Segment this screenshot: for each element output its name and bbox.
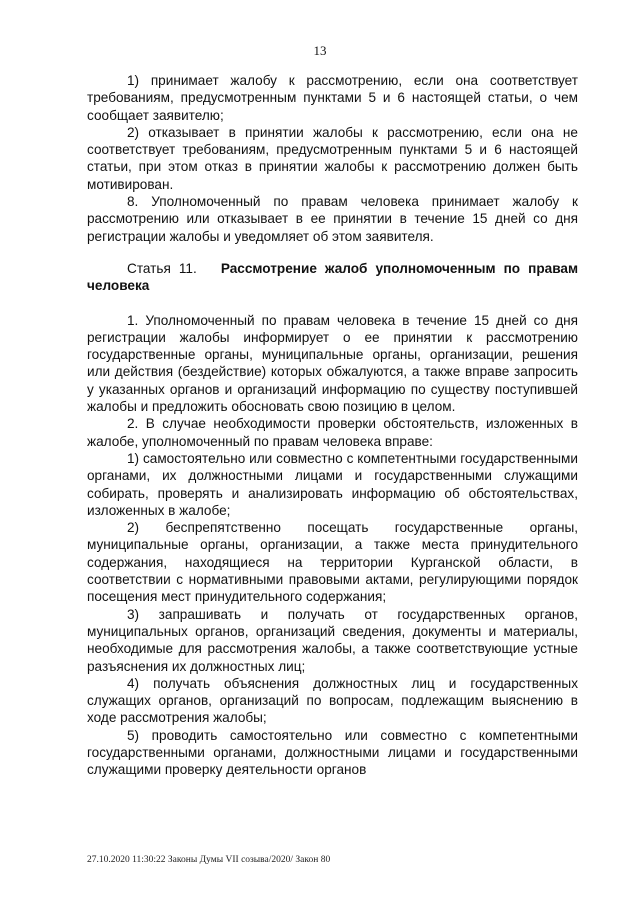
paragraph: 5) проводить самостоятельно или совместно с компетентными государственными органами, должностными лицами и государственными служащими проверку деятельности органов: [87, 727, 578, 778]
article-number: Статья 11.: [127, 260, 197, 276]
paragraph: 1) принимает жалобу к рассмотрению, если она соответствует требованиям, предусмотренным пунктами 5 и 6 настоящей статьи, о чем сообщает заявителю;: [87, 73, 578, 123]
paragraph: 1) самостоятельно или совместно с компетентными государственными органами, их должностными лицами и государственными служащими собирать, проверять и анализировать информацию об обстоятельствах, изложенных в жалобе;: [87, 450, 578, 518]
article-title: Рассмотрение жалоб уполномоченным по правам человека: [87, 260, 578, 294]
footer-stamp: 27.10.2020 11:30:22 Законы Думы VII созыва/2020/ Закон 80: [87, 855, 331, 865]
document-body: [87, 72, 578, 779]
paragraph: 8. Уполномоченный по правам человека принимает жалобу к рассмотрению или отказывает в ее принятии в течение 15 дней со дня регистрации жалобы и уведомляет об этом заявителя.: [87, 194, 578, 244]
paragraph: 1. Уполномоченный по правам человека в течение 15 дней со дня регистрации жалобы информирует о ее принятии к рассмотрению государственные органы, муниципальные органы, организации, решения или действия (бездействие) которых обжалуются, а также вправе запросить у указанных органов и организаций информацию по существу поступившей жалобы и предложить обосновать свою позицию в целом.: [87, 312, 578, 415]
paragraph: 2. В случае необходимости проверки обстоятельств, изложенных в жалобе, уполномоченный по правам человека вправе:: [87, 416, 578, 449]
paragraph: 4) получать объяснения должностных лиц и государственных служащих органов, организаций по вопросам, подлежащим выяснению в ходе рассмотрения жалобы;: [87, 675, 578, 726]
paragraph: 3) запрашивать и получать от государственных органов, муниципальных органов, организаций сведения, документы и материалы, необходимые для рассмотрения жалобы, а также соответствующие устные разъяснения их должностных лиц;: [87, 606, 578, 674]
paragraph: 2) беспрепятственно посещать государственные органы, муниципальные органы, организации, а также места принудительного содержания, находящиеся на территории Курганской области, в соответствии с нормативными правовыми актами, регулирующими порядок посещения мест принудительного содержания;: [87, 520, 578, 605]
page-number: 13: [313, 43, 327, 58]
article-heading: [87, 260, 578, 295]
paragraph: 2) отказывает в принятии жалобы к рассмотрению, если она не соответствует требованиям, предусмотренным пунктами 5 и 6 настоящей статьи, при этом отказ в принятии жалобы к рассмотрению должен быть мотивирован.: [87, 124, 578, 192]
